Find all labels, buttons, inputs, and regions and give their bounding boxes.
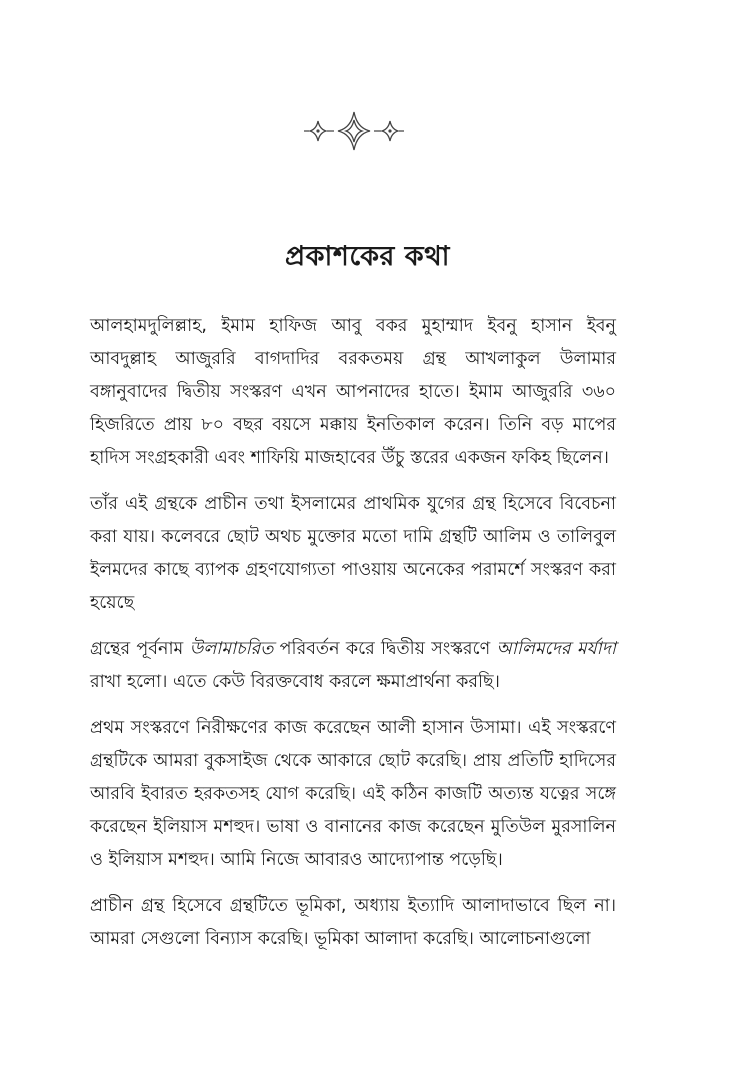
paragraph-3-text-a: গ্রন্থের পূর্বনাম <box>90 639 190 659</box>
paragraph-3-text-b: পরিবর্তন করে দ্বিতীয় সংস্করণে <box>273 639 497 659</box>
page-title: প্রকাশকের কথা <box>284 241 451 272</box>
paragraph-4: প্রথম সংস্করণে নিরীক্ষণের কাজ করেছেন আলী হাসান উসামা। এই সংস্করণে গ্রন্থটিকে আমরা বুকসাইজ থেকে আকারে ছোট করেছি। প্রায় প্রতিটি হাদিসের আরবি ইবারত হরকতসহ যোগ করেছি। এই কঠিন কাজটি অত্যন্ত যত্নের সঙ্গে করেছেন ইলিয়াস মশহুদ। ভাষা ও বানানের কাজ করেছেন মুতিউল মুরসালিন ও ইলিয়াস মশহুদ। আমি নিজে আবারও আদ্যোপান্ত পড়েছি। <box>90 718 616 870</box>
new-title-italic: আলিমদের মর্যাদা <box>496 639 616 659</box>
paragraph-3 <box>90 633 616 699</box>
paragraph-2: তাঁর এই গ্রন্থকে প্রাচীন তথা ইসলামের প্রাথমিক যুগের গ্রন্থ হিসেবে বিবেচনা করা যায়। কলেবরে ছোট অথচ মুক্তোর মতো দামি গ্রন্থটি আলিম ও তালিবুল ইলমদের কাছে ব্যাপক গ্রহণযোগ্যতা পাওয়ায় অনেকের পরামর্শে সংস্করণ করা হয়েছে <box>90 494 616 613</box>
former-title-italic: উলামাচরিত <box>189 639 274 659</box>
paragraph-3-text-c: রাখা হলো। এতে কেউ বিরক্তবোধ করলে ক্ষমাপ্রার্থনা করছি। <box>90 672 500 692</box>
diamond-star-ornament-icon <box>300 108 408 154</box>
paragraph-1: আলহামদুলিল্লাহ, ইমাম হাফিজ আবু বকর মুহাম্মাদ ইবনু হাসান ইবনু আবদুল্লাহ আজুররি বাগদাদির বরকতময় গ্রন্থ আখলাকুল উলামার বঙ্গানুবাদের দ্বিতীয় সংস্করণ এখন আপনাদের হাতে। ইমাম আজুররি ৩৬০ হিজরিতে প্রায় ৮০ বছর বয়সে মক্কায় ইনতিকাল করেন। তিনি বড় মাপের হাদিস সংগ্রহকারী এবং শাফিয়ি মাজহাবের উঁচু স্তরের একজন ফকিহ ছিলেন। <box>90 316 616 468</box>
paragraph-5: প্রাচীন গ্রন্থ হিসেবে গ্রন্থটিতে ভূমিকা, অধ্যায় ইত্যাদি আলাদাভাবে ছিল না। আমরা সেগুলো বিন্যাস করেছি। ভূমিকা আলাদা করেছি। আলোচনাগুলো <box>90 896 616 949</box>
body-text <box>90 310 616 969</box>
